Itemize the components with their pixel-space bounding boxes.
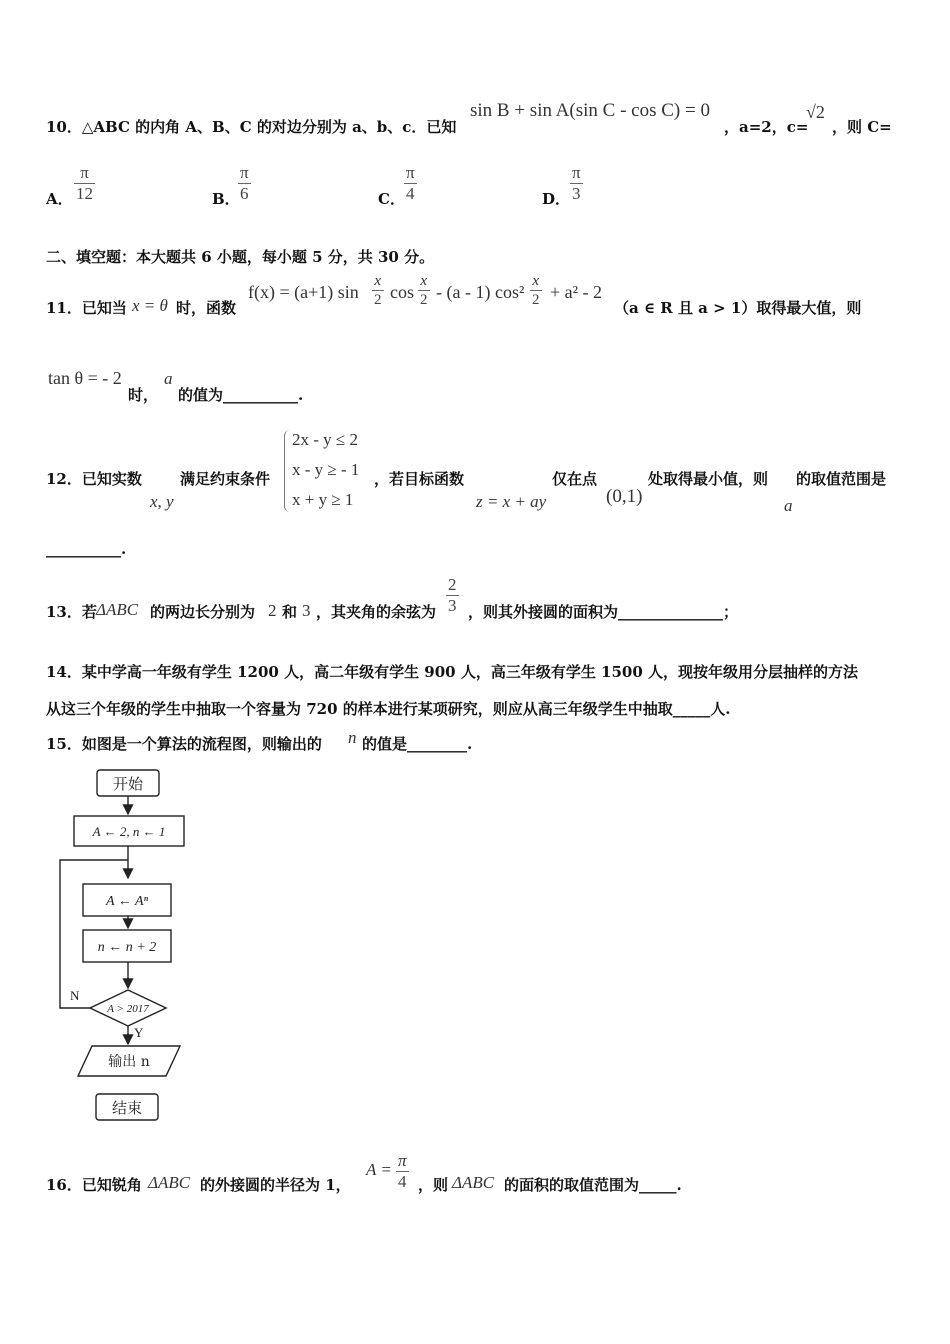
flow-step1-label: A ← Aⁿ xyxy=(105,894,149,909)
q11-stem: 11．已知当 xyxy=(46,299,127,317)
q13-side-1: 2 xyxy=(268,601,277,620)
q11-cos2: - (a - 1) cos² xyxy=(436,282,525,302)
q10-option-b-label: B． xyxy=(212,190,240,208)
q16-stem: 16．已知锐角 xyxy=(46,1176,142,1194)
q10-option-c-label: C． xyxy=(378,190,405,208)
q11-frac-2: $\frac{x}{2}$ xyxy=(420,273,428,308)
q10-c-value: √2 xyxy=(806,102,825,122)
q13-cos-label: ，其夹角的余弦为 xyxy=(316,603,437,621)
q11-frac-1: $\frac{x}{2}$ xyxy=(374,273,382,308)
q13-answer: ，则其外接圆的面积为______________； xyxy=(468,603,739,621)
q10-option-c-value: $\frac{\pi}{4}$ xyxy=(406,163,415,203)
q12-constraint-2: x - y ≥ - 1 xyxy=(292,460,360,479)
q12-objective: z = x + ay xyxy=(476,492,547,511)
q11-domain: （a ∈ R 且 a > 1）取得最大值，则 xyxy=(614,299,862,317)
flow-end-label: 结束 xyxy=(111,1099,143,1117)
q12-constraint-3: x + y ≥ 1 xyxy=(292,490,354,509)
section-title: 二、填空题：本大题共 6 小题，每小题 5 分，共 30 分。 xyxy=(46,248,435,266)
q16-then: ，则 xyxy=(418,1176,449,1194)
q12-brace xyxy=(284,430,291,512)
q10-ask: ，则 C= xyxy=(832,118,892,136)
q10-cond: ，a=2，c= xyxy=(724,118,809,136)
q12-objective-label: ，若目标函数 xyxy=(374,470,465,488)
q15-var-n: n xyxy=(348,728,357,747)
q12-point: (0,1) xyxy=(606,486,643,507)
q12-vars: x, y xyxy=(150,492,174,511)
q13-cos-value: $\frac{2}{3}$ xyxy=(448,575,457,615)
q12-min-label: 处取得最小值，则 xyxy=(648,470,769,488)
q11-func: f(x) = (a+1) sin xyxy=(248,282,359,302)
q11-frac-3: $\frac{x}{2}$ xyxy=(532,273,540,308)
q11-answer: 的值为__________. xyxy=(178,386,304,404)
q12-var-a: a xyxy=(784,496,793,515)
q12-answer: __________. xyxy=(46,540,127,558)
q14-line-2: 从这三个年级的学生中抽取一个容量为 720 的样本进行某项研究，则应从高三年级学生中抽取_____人. xyxy=(46,700,731,718)
q12-constraint-label: 满足约束条件 xyxy=(180,470,271,488)
q10-option-a-label: A． xyxy=(46,190,73,208)
q11-when: 时， xyxy=(128,386,159,404)
q13-side-2: 3 xyxy=(302,601,311,620)
q15-stem: 15．如图是一个算法的流程图，则输出的 xyxy=(46,735,322,753)
q13-stem: 13．若 xyxy=(46,603,97,621)
q10-option-d-value: $\frac{\pi}{3}$ xyxy=(572,163,581,203)
q11-tan: tan θ = - 2 xyxy=(48,368,122,388)
flowchart xyxy=(50,762,210,1134)
q11-var-a: a xyxy=(164,369,173,388)
flow-step2-label: n ← n + 2 xyxy=(97,940,157,955)
q11-cond: x = θ xyxy=(132,296,168,315)
q10-option-d-label: D． xyxy=(542,190,571,208)
flow-init-label: A ← 2, n ← 1 xyxy=(92,824,166,839)
flow-yes-label: Y xyxy=(134,1025,144,1040)
q13-sides-label: 的两边长分别为 xyxy=(150,603,256,621)
q14-line-1: 14．某中学高一年级有学生 1200 人，高二年级有学生 900 人，高三年级有学生 1500 人，现按年级用分层抽样的方法 xyxy=(46,663,859,681)
q10-option-b-value: $\frac{\pi}{6}$ xyxy=(240,163,249,203)
q12-stem: 12．已知实数 xyxy=(46,470,142,488)
q13-and: 和 xyxy=(282,603,298,621)
q13-triangle: ΔABC xyxy=(96,600,139,619)
q11-tail: + a² - 2 xyxy=(550,282,603,302)
q11-cos: cos xyxy=(390,282,414,302)
flow-output-label: 输出 n xyxy=(108,1054,150,1070)
flow-condition-label: A > 2017 xyxy=(107,1003,149,1015)
q10-stem: 10．△ABC 的内角 A、B、C 的对边分别为 a、b、c．已知 xyxy=(46,118,457,136)
q12-point-label: 仅在点 xyxy=(552,470,598,488)
q10-formula: sin B + sin A(sin C - cos C) = 0 xyxy=(470,100,710,121)
q15-answer: 的值是________. xyxy=(362,735,473,753)
q12-range-label: 的取值范围是 xyxy=(796,470,887,488)
q16-answer: 的面积的取值范围为_____. xyxy=(504,1176,682,1194)
flow-no-label: N xyxy=(70,988,80,1003)
flow-loop-back xyxy=(60,860,128,1008)
q16-triangle: ΔABC xyxy=(148,1173,191,1192)
q16-radius-text: 的外接圆的半径为 1， xyxy=(200,1176,351,1194)
q12-constraint-1: 2x - y ≤ 2 xyxy=(292,430,358,449)
q16-angle-lhs: A = xyxy=(366,1160,392,1179)
q10-option-a-value: $\frac{\pi}{12}$ xyxy=(76,163,93,203)
q16-triangle-2: ΔABC xyxy=(452,1173,495,1192)
q11-func-label: 时，函数 xyxy=(176,299,237,317)
flow-start-label: 开始 xyxy=(112,775,144,793)
q16-angle-value: $\frac{\pi}{4}$ xyxy=(398,1151,407,1191)
